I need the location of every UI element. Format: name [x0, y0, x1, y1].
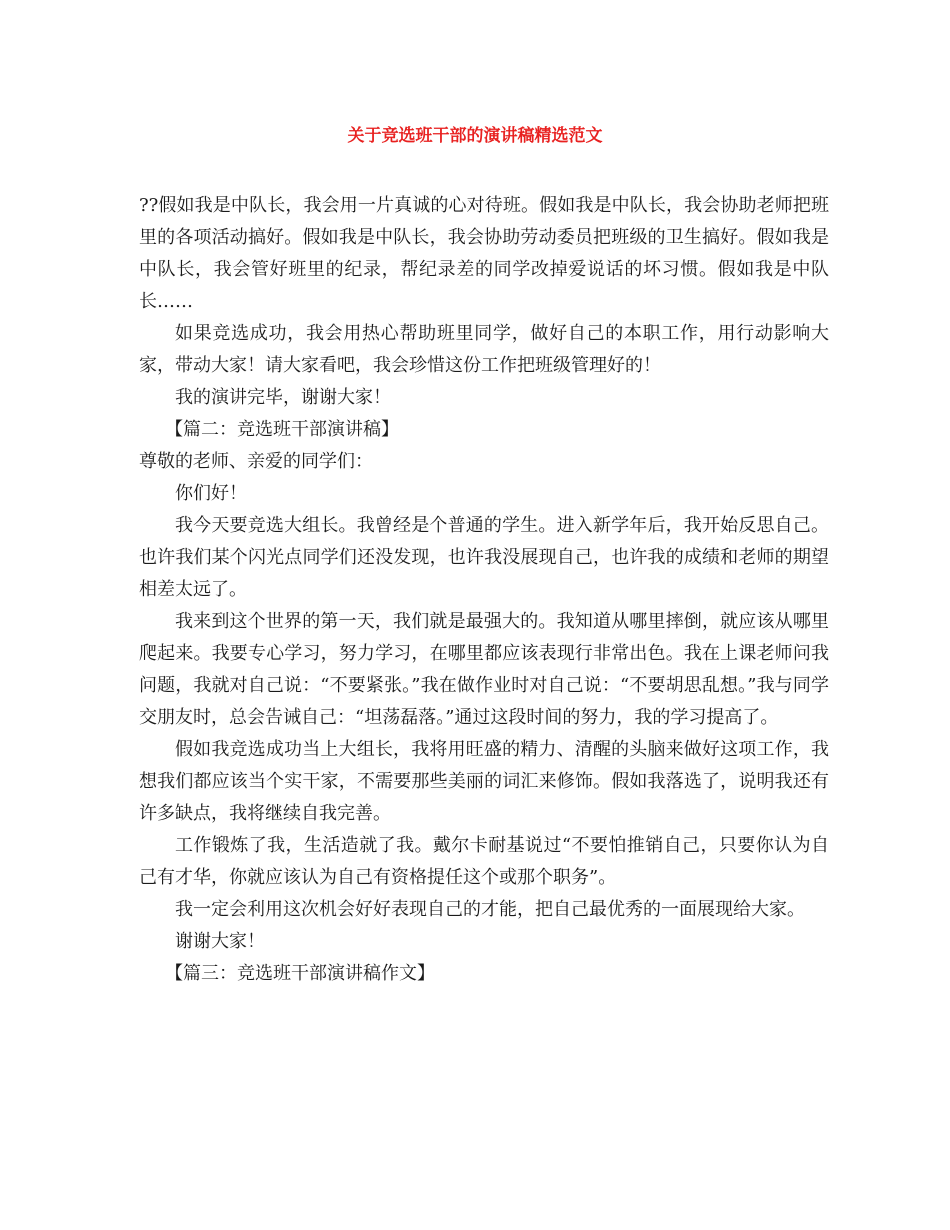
paragraph-9: 假如我竞选成功当上大组长，我将用旺盛的精力、清醒的头脑来做好这项工作，我想我们都应该当个实干家，不需要那些美丽的词汇来修饰。假如我落选了，说明我还有许多缺点，我将继续自我完善。 [139, 739, 829, 824]
paragraph-2: 如果竞选成功，我会用热心帮助班里同学，做好自己的本职工作，用行动影响大家，带动大家！请大家看吧，我会珍惜这份工作把班级管理好的！ [139, 323, 829, 376]
paragraph-11: 我一定会利用这次机会好好表现自己的才能，把自己最优秀的一面展现给大家。 [175, 899, 805, 920]
section-heading-3: 【篇三：竞选班干部演讲稿作文】 [165, 963, 435, 984]
document-title: 关于竞选班干部的演讲稿精选范文 [347, 126, 603, 146]
salutation: 尊敬的老师、亲爱的同学们： [139, 451, 373, 472]
document-body [139, 190, 829, 990]
paragraph-10: 工作锻炼了我，生活造就了我。戴尔卡耐基说过“不要怕推销自己，只要你认为自己有才华，你就应该认为自己有资格提任这个或那个职务”。 [139, 835, 829, 888]
greeting: 你们好！ [175, 483, 247, 504]
section-heading-2: 【篇二：竞选班干部演讲稿】 [165, 419, 399, 440]
paragraph-3: 我的演讲完毕，谢谢大家！ [175, 387, 391, 408]
paragraph-1: ??假如我是中队长，我会用一片真诚的心对待班。假如我是中队长，我会协助老师把班里的各项活动搞好。假如我是中队长，我会协助劳动委员把班级的卫生搞好。假如我是中队长，我会管好班里的纪录，帮纪录差的同学改掉爱说话的坏习惯。假如我是中队长…… [139, 195, 829, 312]
closing-thanks: 谢谢大家！ [175, 931, 265, 952]
paragraph-8: 我来到这个世界的第一天，我们就是最强大的。我知道从哪里摔倒，就应该从哪里爬起来。我要专心学习，努力学习，在哪里都应该表现行非常出色。我在上课老师问我问题，我就对自己说：“不要紧张。”我在做作业时对自己说：“不要胡思乱想。”我与同学交朋友时，总会告诫自己：“坦荡磊落。”通过这段时间的努力，我的学习提高了。 [139, 611, 829, 728]
paragraph-7: 我今天要竞选大组长。我曾经是个普通的学生。进入新学年后，我开始反思自己。也许我们某个闪光点同学们还没发现，也许我没展现自己，也许我的成绩和老师的期望相差太远了。 [139, 515, 829, 600]
